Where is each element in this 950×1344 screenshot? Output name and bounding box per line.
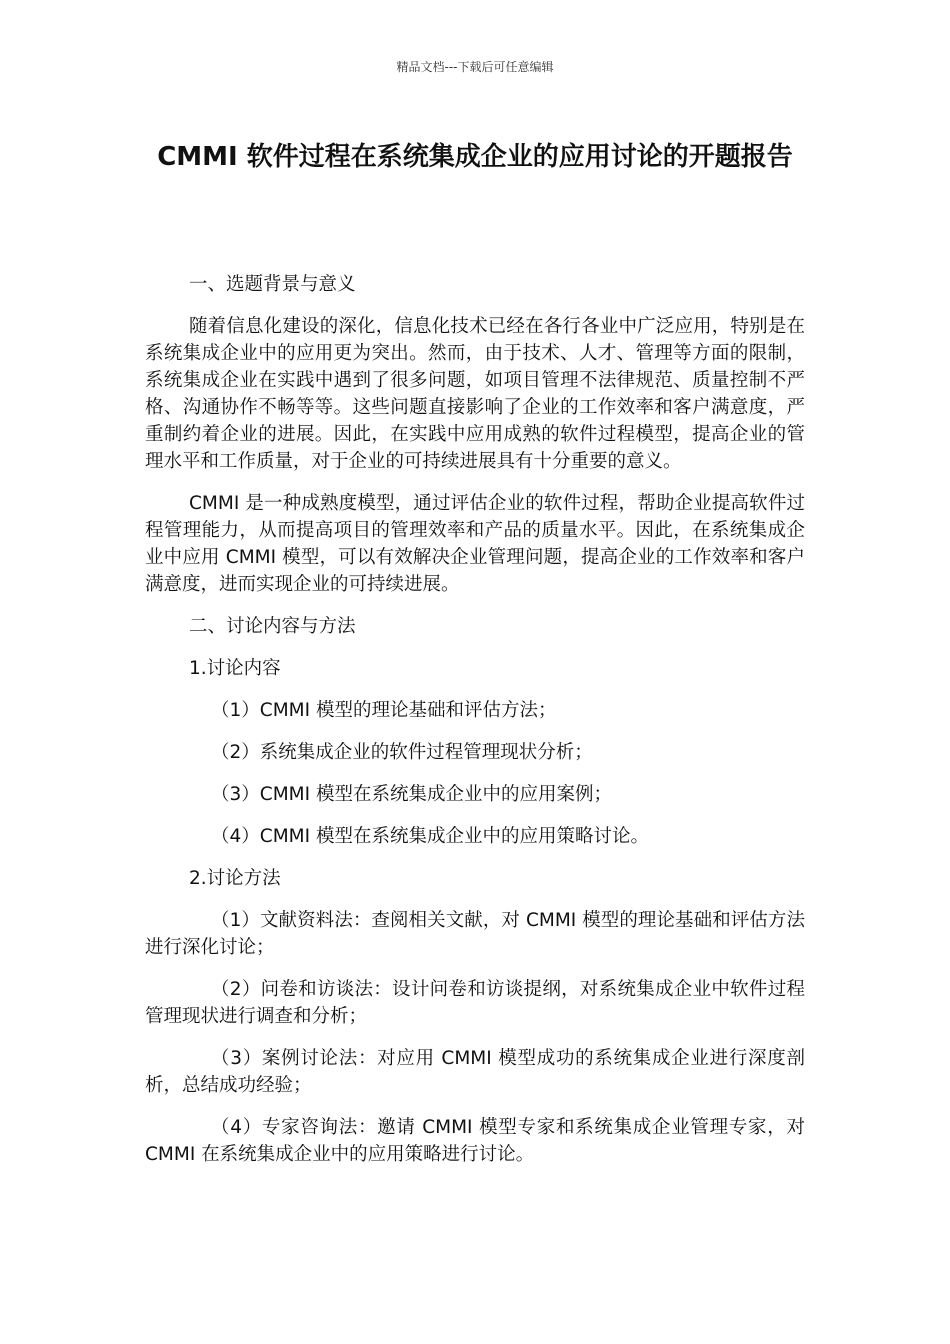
paragraph-cmmi-intro: CMMI 是一种成熟度模型，通过评估企业的软件过程，帮助企业提高软件过程管理能力，从而提高项目的管理效率和产品的质量水平。因此，在系统集成企业中应用 CMMI 模型，可以有效解决企业管理问题，提高企业的工作效率和客户满意度，进而实现企业的可持续进展。	[145, 493, 805, 595]
section-heading-background: 一、选题背景与意义	[189, 274, 356, 295]
header-note: 精品文档---下载后可任意编辑	[396, 60, 554, 74]
document-body	[145, 271, 805, 1183]
document-title: CMMI 软件过程在系统集成企业的应用讨论的开题报告	[157, 142, 793, 172]
list-item: （3）CMMI 模型在系统集成企业中的应用案例；	[211, 784, 612, 805]
method-item: （3）案例讨论法：对应用 CMMI 模型成功的系统集成企业进行深度剖析，总结成功经验；	[145, 1048, 805, 1096]
section-heading-content-method: 二、讨论内容与方法	[189, 616, 356, 637]
method-item: （4）专家咨询法：邀请 CMMI 模型专家和系统集成企业管理专家，对 CMMI 在系统集成企业中的应用策略进行讨论。	[145, 1117, 805, 1165]
list-item: （4）CMMI 模型在系统集成企业中的应用策略讨论。	[211, 826, 649, 847]
subheading-method: 2.讨论方法	[189, 868, 281, 889]
list-item: （1）CMMI 模型的理论基础和评估方法；	[211, 700, 557, 721]
subheading-content: 1.讨论内容	[189, 658, 281, 679]
method-item: （1）文献资料法：查阅相关文献，对 CMMI 模型的理论基础和评估方法进行深化讨论；	[145, 910, 805, 958]
list-item: （2）系统集成企业的软件过程管理现状分析；	[211, 742, 593, 763]
method-item: （2）问卷和访谈法：设计问卷和访谈提纲，对系统集成企业中软件过程管理现状进行调查和分析；	[145, 979, 805, 1027]
paragraph-background: 随着信息化建设的深化，信息化技术已经在各行各业中广泛应用，特别是在系统集成企业中的应用更为突出。然而，由于技术、人才、管理等方面的限制，系统集成企业在实践中遇到了很多问题，如项目管理不法律规范、质量控制不严格、沟通协作不畅等等。这些问题直接影响了企业的工作效率和客户满意度，严重制约着企业的进展。因此，在实践中应用成熟的软件过程模型，提高企业的管理水平和工作质量，对于企业的可持续进展具有十分重要的意义。	[145, 316, 805, 472]
